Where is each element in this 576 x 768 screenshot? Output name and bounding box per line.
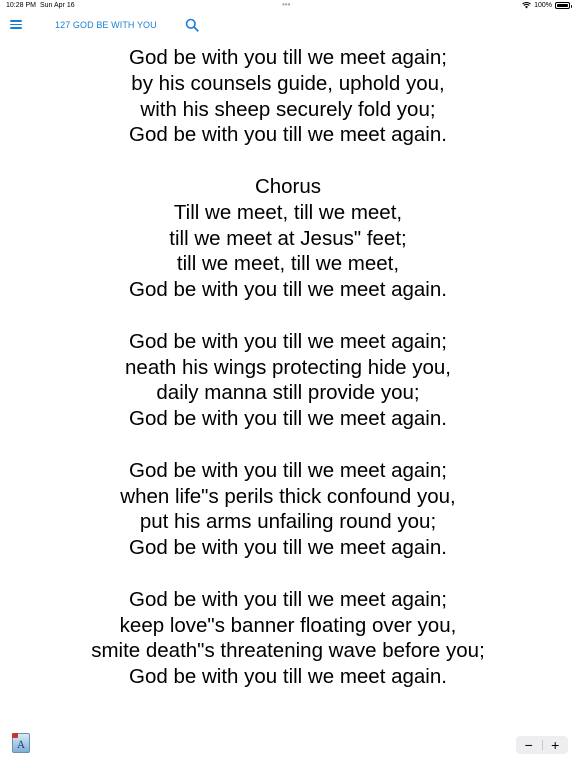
battery-icon xyxy=(555,2,570,9)
lyric-line: God be with you till we meet again; xyxy=(129,587,447,611)
stanza xyxy=(0,329,576,432)
wifi-icon xyxy=(522,2,531,9)
stanza xyxy=(0,174,576,303)
lyric-line: with his sheep securely fold you; xyxy=(140,97,436,121)
lyric-line: neath his wings protecting hide you, xyxy=(125,355,451,379)
stanza xyxy=(0,458,576,561)
lyric-line: God be with you till we meet again; xyxy=(129,329,447,353)
font-letter: A xyxy=(17,740,25,751)
status-time: 10:28 PM xyxy=(6,2,36,9)
lyric-line: till we meet at Jesus" feet; xyxy=(169,226,407,250)
status-date: Sun Apr 16 xyxy=(40,2,75,9)
stanza xyxy=(0,587,576,690)
book-icon xyxy=(12,733,30,753)
lyric-line: till we meet, till we meet, xyxy=(176,252,400,276)
lyric-line: daily manna still provide you; xyxy=(156,381,420,405)
lyric-line: God be with you till we meet again. xyxy=(129,407,447,431)
hamburger-menu-icon[interactable] xyxy=(10,20,22,32)
zoom-out-button[interactable]: − xyxy=(524,737,533,753)
lyric-line: Chorus xyxy=(254,174,322,198)
lyric-line: God be with you till we meet again; xyxy=(129,46,447,69)
lyric-line: keep love"s banner floating over you, xyxy=(119,613,457,637)
page-title: 127 GOD BE WITH YOU xyxy=(55,20,157,30)
lyric-line: smite death"s threatening wave before you; xyxy=(91,639,485,663)
search-icon[interactable] xyxy=(185,18,199,32)
lyric-line: God be with you till we meet again. xyxy=(129,536,447,560)
lyric-line: when life"s perils thick confound you, xyxy=(120,484,456,508)
zoom-in-button[interactable]: + xyxy=(551,737,560,753)
lyric-line: God be with you till we meet again. xyxy=(129,278,447,302)
lyric-line: by his counsels guide, uphold you, xyxy=(131,71,445,95)
stanza xyxy=(0,45,576,148)
lyric-line: God be with you till we meet again. xyxy=(129,665,447,689)
lyric-line: put his arms unfailing round you; xyxy=(139,510,437,534)
lyric-line: Till we meet, till we meet, xyxy=(173,200,403,224)
multitasking-dots-icon[interactable]: ••• xyxy=(282,0,291,9)
navigation-bar xyxy=(0,14,576,38)
status-indicators xyxy=(522,2,570,9)
zoom-stepper xyxy=(516,736,568,754)
status-bar xyxy=(0,0,576,14)
lyric-line: God be with you till we meet again. xyxy=(129,123,447,147)
hymn-lyrics xyxy=(0,45,576,716)
battery-percent: 100% xyxy=(534,2,552,9)
font-settings-button[interactable] xyxy=(12,733,30,753)
lyric-line: God be with you till we meet again; xyxy=(129,458,447,482)
